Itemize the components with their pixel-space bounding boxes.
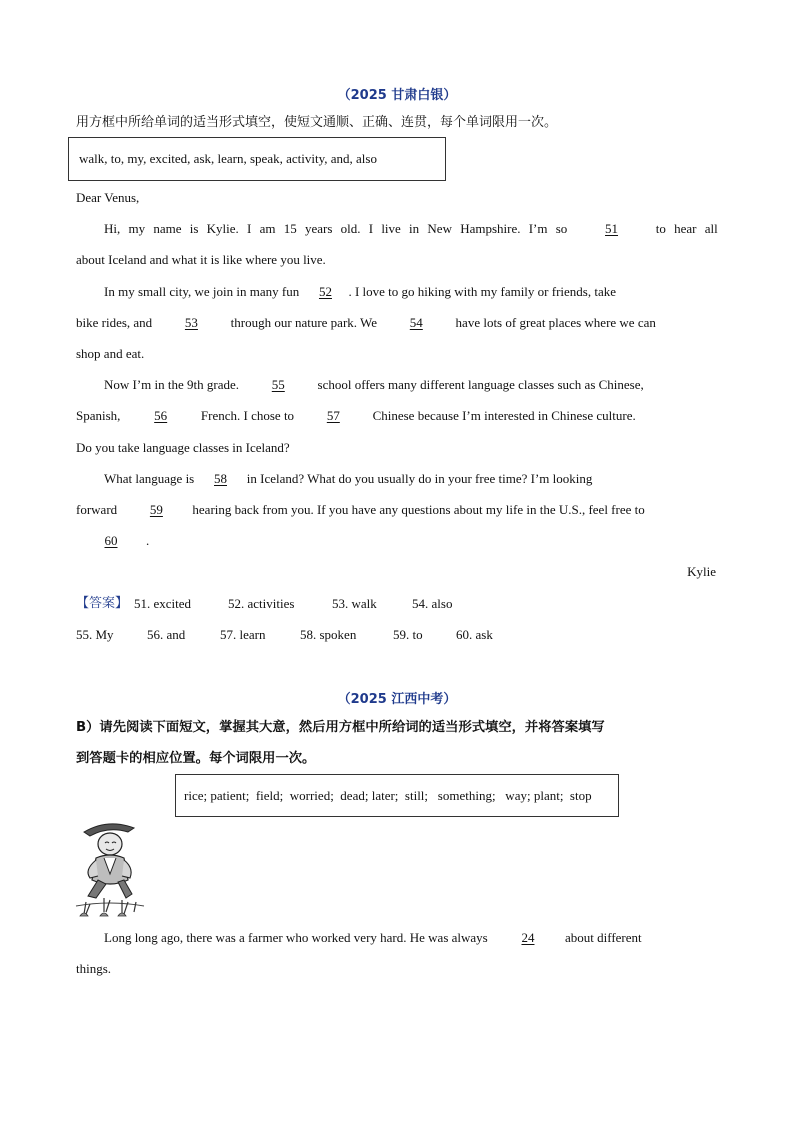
word-box-text: walk, to, my, excited, ask, learn, speak, activity, and, also (79, 151, 377, 166)
paragraph-line: What language is 58 in Iceland? What do you usually do in your free time? I’m looking (104, 471, 593, 486)
instruction-text: 到答题卡的相应位置。每个词限用一次。 (76, 751, 316, 766)
farmer-illustration (74, 818, 146, 918)
paragraph-line: shop and eat. (76, 346, 145, 361)
answer-item: 55. My (76, 627, 114, 642)
answer-label: 【答案】 (76, 596, 129, 611)
blank-51[interactable]: 51 (605, 221, 619, 236)
instruction-text: B）请先阅读下面短文，掌握其大意，然后用方框中所给词的适当形式填空，并将答案填写 (76, 720, 605, 735)
paragraph-line: about Iceland and what it is like where you live. (76, 252, 326, 267)
blank-24[interactable]: 24 (521, 930, 535, 945)
letter-greeting: Dear Venus, (76, 190, 140, 205)
answer-item: 58. spoken (300, 627, 357, 642)
blank-53[interactable]: 53 (184, 315, 198, 330)
answer-item: 52. activities (228, 596, 295, 611)
paragraph-line: Do you take language classes in Iceland? (76, 440, 290, 455)
answer-item: 60. ask (456, 627, 493, 642)
blank-54[interactable]: 54 (409, 315, 423, 330)
word-box (175, 774, 619, 817)
blank-52[interactable]: 52 (318, 284, 332, 299)
source-heading-gansu: （2025 甘肃白银） (337, 88, 457, 103)
letter-signature: Kylie (687, 564, 716, 579)
blank-56[interactable]: 56 (154, 408, 168, 423)
paragraph-line: Hi, my name is Kylie. I am 15 years old. I live in New Hampshire. I’m so 51 to hear all (104, 221, 718, 236)
paragraph-line: Long long ago, there was a farmer who worked very hard. He was always 24 about different (104, 930, 642, 945)
blank-55[interactable]: 55 (271, 377, 285, 392)
paragraph-line: Spanish, 56 French. I chose to 57 Chinese because I’m interested in Chinese culture. (76, 408, 636, 423)
paragraph-line: bike rides, and 53 through our nature park. We 54 have lots of great places where we can (76, 315, 656, 330)
paragraph-line: Now I’m in the 9th grade. 55 school offers many different language classes such as Chinese, (104, 377, 644, 392)
answer-item: 51. excited (134, 596, 192, 611)
paragraph-line: forward 59 hearing back from you. If you have any questions about my life in the U.S., feel free to (76, 502, 645, 517)
blank-59[interactable]: 59 (149, 502, 163, 517)
instruction-text: 用方框中所给单词的适当形式填空，使短文通顺、正确、连贯，每个单词限用一次。 (76, 115, 558, 130)
source-heading-jiangxi: （2025 江西中考） (337, 692, 457, 707)
paragraph-line: things. (76, 961, 112, 976)
paragraph-line: 60 . (76, 533, 718, 549)
word-box-text: rice; patient; field; worried; dead; later; still; something; way; plant; stop (184, 787, 592, 803)
blank-60[interactable]: 60 (104, 533, 118, 548)
word-box (68, 137, 446, 181)
paragraph-line: In my small city, we join in many fun 52 . I love to go hiking with my family or friends, take (104, 284, 617, 299)
answer-item: 57. learn (220, 627, 266, 642)
answer-item: 53. walk (332, 596, 377, 611)
blank-58[interactable]: 58 (214, 471, 227, 486)
answer-item: 59. to (393, 627, 423, 642)
blank-57[interactable]: 57 (326, 408, 340, 423)
answer-item: 54. also (412, 596, 453, 611)
answer-item: 56. and (147, 627, 186, 642)
